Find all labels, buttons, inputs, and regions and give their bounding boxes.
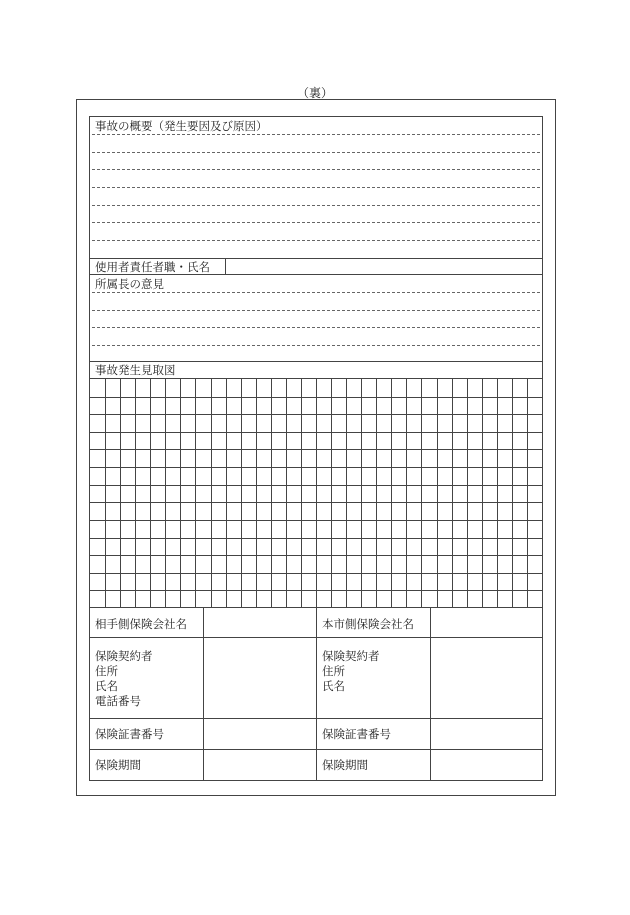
opponent-insurer-label: 相手側保険会社名 xyxy=(95,617,187,631)
opinion-dotted-line xyxy=(92,292,540,293)
right-contract-line: 保険契約者 xyxy=(322,649,380,663)
opinion-dotted-line xyxy=(92,345,540,346)
accident-diagram-grid[interactable] xyxy=(90,379,542,608)
left-contract-line: 保険契約者 xyxy=(95,649,153,663)
divider xyxy=(316,607,317,780)
city-insurer-label: 本市側保険会社名 xyxy=(322,617,414,631)
summary-dotted-line xyxy=(92,169,540,170)
opinion-dotted-line xyxy=(92,327,540,328)
left-policy-number-label: 保険証書番号 xyxy=(95,727,164,741)
divider xyxy=(225,258,226,274)
accident-summary-label: 事故の概要（発生要因及び原因） xyxy=(95,119,268,133)
divider xyxy=(430,607,431,780)
left-contract-line: 電話番号 xyxy=(95,694,141,708)
summary-dotted-line xyxy=(92,187,540,188)
page-side-label: （裏） xyxy=(296,86,333,100)
divider xyxy=(90,637,542,638)
right-period-label: 保険期間 xyxy=(322,758,368,772)
summary-dotted-line xyxy=(92,222,540,223)
right-policy-number-label: 保険証書番号 xyxy=(322,727,391,741)
summary-dotted-line xyxy=(92,152,540,153)
right-contract-line: 氏名 xyxy=(322,679,345,693)
divider xyxy=(90,361,542,362)
left-contract-line: 住所 xyxy=(95,664,118,678)
opinion-dotted-line xyxy=(92,310,540,311)
divider xyxy=(90,718,542,719)
divider xyxy=(90,749,542,750)
left-period-label: 保険期間 xyxy=(95,758,141,772)
accident-diagram-label: 事故発生見取図 xyxy=(95,363,176,377)
divider xyxy=(90,258,542,259)
employer-responsible-label: 使用者責任者職・氏名 xyxy=(95,260,210,274)
divider xyxy=(203,607,204,780)
supervisor-opinion-label: 所属長の意見 xyxy=(95,277,164,291)
right-contract-line: 住所 xyxy=(322,664,345,678)
supervisor-opinion-section xyxy=(90,275,542,361)
accident-summary-section xyxy=(90,117,542,259)
left-contract-line: 氏名 xyxy=(95,679,118,693)
summary-dotted-line xyxy=(92,134,540,135)
accident-report-form xyxy=(89,116,543,781)
summary-dotted-line xyxy=(92,205,540,206)
summary-dotted-line xyxy=(92,240,540,241)
